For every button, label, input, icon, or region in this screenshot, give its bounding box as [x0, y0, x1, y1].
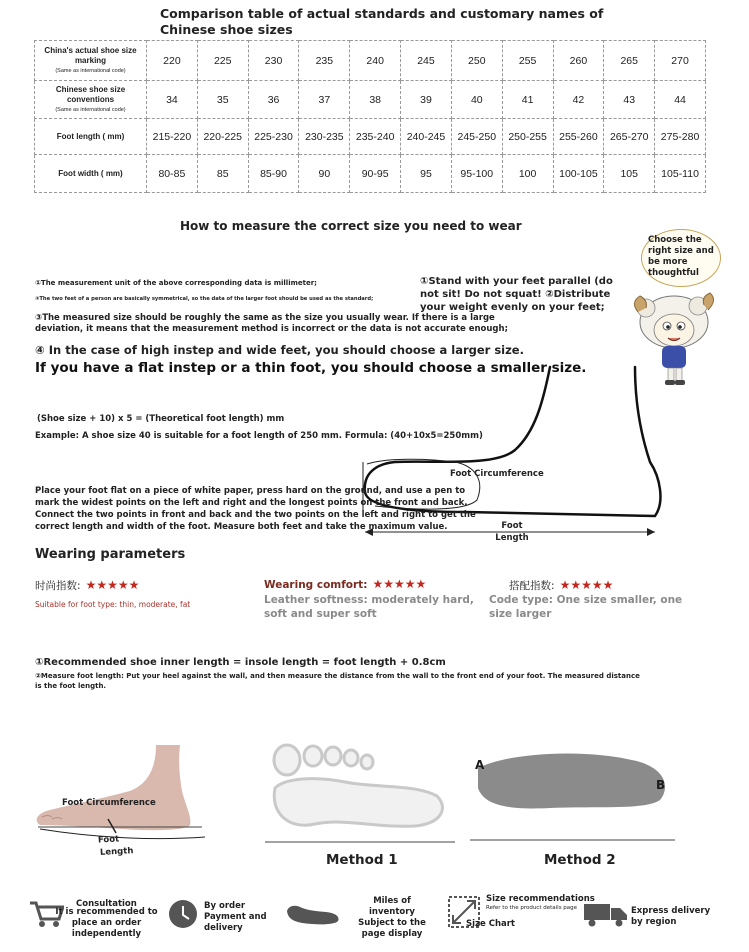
row-header: [35, 119, 147, 155]
size-title: Size recommendations: [486, 894, 595, 904]
method-1-label: Method 1: [326, 852, 398, 868]
method-foot-label: Foot: [97, 834, 120, 846]
table-cell: 100: [502, 155, 553, 193]
table-cell: 90: [299, 155, 350, 193]
comfort-label: Wearing comfort:: [264, 579, 368, 591]
table-row: [35, 119, 706, 155]
wearing-title: Wearing parameters: [35, 547, 186, 562]
method-2-label: Method 2: [544, 852, 616, 868]
table-cell: 240: [350, 41, 401, 81]
table-cell: 235-240: [350, 119, 401, 155]
fashion-stars: ★★★★★: [85, 578, 140, 592]
measure-foot-length: ②Measure foot length: Put your heel against the wall, and then measure the distance from the wall to the front end of your foot. The measured distance is the foot length.: [35, 672, 640, 690]
fashion-label: 时尚指数:: [35, 580, 81, 592]
row-header: [35, 81, 147, 119]
measure-instructions: Place your foot flat on a piece of white paper, press hard on the ground, and use a pen to mark the widest points on the left and right and the longest points on the front and back. Connect the two points in front and back and the two points on the left and right to get the correct length and width of the foot. Measure both feet and take the maximum value.: [35, 486, 476, 532]
table-cell: 35: [197, 81, 248, 119]
table-cell: 43: [604, 81, 655, 119]
note-1: ①The measurement unit of the above corresponding data is millimeter;: [35, 279, 317, 287]
footprint-method1-icon: [265, 738, 455, 848]
table-row: [35, 155, 706, 193]
row-header: [35, 41, 147, 81]
table-cell: 34: [147, 81, 198, 119]
method-length-label: Length: [99, 846, 134, 858]
row-header-label: Foot width ( mm): [58, 168, 123, 178]
table-cell: 270: [655, 41, 706, 81]
fashion-index: [35, 574, 139, 593]
table-cell: 105-110: [655, 155, 706, 193]
table-cell: 255-260: [553, 119, 604, 155]
size-chart-link[interactable]: Size Chart: [466, 919, 515, 929]
table-cell: 44: [655, 81, 706, 119]
comfort-index: [264, 573, 426, 592]
table-cell: 105: [604, 155, 655, 193]
point-b: B: [656, 778, 666, 792]
table-cell: 220-225: [197, 119, 248, 155]
size-example: Example: A shoe size 40 is suitable for a foot length of 250 mm. Formula: (40+10x5=250mm): [35, 431, 483, 441]
table-cell: 95: [401, 155, 452, 193]
row-header: [35, 155, 147, 193]
comfort-stars: ★★★★★: [372, 577, 427, 591]
table-cell: 37: [299, 81, 350, 119]
note-2: ②The two feet of a person are basically symmetrical, so the data of the larger foot should be used as the standard;: [35, 296, 374, 302]
table-cell: 40: [451, 81, 502, 119]
table-cell: 275-280: [655, 119, 706, 155]
table-cell: 225: [197, 41, 248, 81]
size-table: [34, 40, 706, 193]
consultation-text: It is recommended to place an order independently: [55, 907, 158, 939]
table-cell: 230-235: [299, 119, 350, 155]
recommended-inner-length: ①Recommended shoe inner length = insole length = foot length + 0.8cm: [35, 657, 446, 668]
measure-title: How to measure the correct size you need to wear: [180, 219, 522, 233]
table-cell: 265: [604, 41, 655, 81]
table-cell: 245-250: [451, 119, 502, 155]
table-cell: 265-270: [604, 119, 655, 155]
table-cell: 42: [553, 81, 604, 119]
row-header-label: Chinese shoe size conventions: [55, 84, 126, 104]
method-foot-circ-label: Foot Circumference: [62, 798, 156, 808]
point-a: A: [475, 758, 485, 772]
table-cell: 38: [350, 81, 401, 119]
table-row: [35, 41, 706, 81]
table-cell: 36: [248, 81, 299, 119]
table-cell: 80-85: [147, 155, 198, 193]
table-cell: 39: [401, 81, 452, 119]
note-5: If you have a flat instep or a thin foot, you should choose a smaller size.: [35, 360, 587, 376]
table-row: [35, 81, 706, 119]
order-delivery-text: By order Payment and delivery: [204, 901, 267, 933]
consultation-title: Consultation: [76, 899, 137, 909]
row-header-sublabel: (Same as international code): [55, 67, 126, 74]
table-cell: 95-100: [451, 155, 502, 193]
table-cell: 240-245: [401, 119, 452, 155]
speech-bubble: Choose the right size and be more thoughtful: [641, 229, 721, 287]
inventory-text: Miles of inventory Subject to the page display: [358, 896, 426, 939]
match-label: 搭配指数:: [509, 580, 555, 592]
match-stars: ★★★★★: [559, 578, 614, 592]
fashion-note: Suitable for foot type: thin, moderate, fat: [35, 600, 191, 609]
shoe-icon: [284, 899, 342, 927]
row-header-label: China's actual shoe size marking: [44, 45, 137, 65]
table-cell: 85: [197, 155, 248, 193]
clock-icon: [167, 898, 199, 930]
insole-method2-icon: [470, 748, 675, 848]
match-note: Code type: One size smaller, one size larger: [489, 594, 683, 620]
table-cell: 215-220: [147, 119, 198, 155]
foot-circumference-label: Foot Circumference: [450, 469, 544, 479]
row-header-label: Foot length ( mm): [56, 131, 125, 141]
table-cell: 90-95: [350, 155, 401, 193]
table-cell: 255: [502, 41, 553, 81]
table-cell: 230: [248, 41, 299, 81]
foot-length-label: Foot Length: [495, 521, 529, 543]
delivery-truck-icon: [583, 900, 629, 928]
table-cell: 85-90: [248, 155, 299, 193]
size-formula: (Shoe size + 10) x 5 = (Theoretical foot length) mm: [37, 414, 285, 424]
note-4: ④ In the case of high instep and wide feet, you should choose a larger size.: [35, 343, 524, 357]
table-cell: 235: [299, 41, 350, 81]
stand-instruction: ①Stand with your feet parallel (do not sit! Do not squat! ②Distribute your weight evenly on your feet;: [420, 276, 613, 313]
table-title: Comparison table of actual standards and customary names of Chinese shoe sizes: [160, 6, 604, 37]
table-cell: 225-230: [248, 119, 299, 155]
match-index: [509, 574, 613, 593]
table-cell: 250-255: [502, 119, 553, 155]
table-cell: 220: [147, 41, 198, 81]
table-cell: 245: [401, 41, 452, 81]
table-cell: 100-105: [553, 155, 604, 193]
size-micro: Refer to the product details page: [486, 905, 578, 911]
note-3: ③The measured size should be roughly the same as the size you usually wear. If there is a large deviation, it means that the measurement method is incorrect or the data is not accurate enough;: [35, 313, 508, 334]
table-cell: 260: [553, 41, 604, 81]
table-cell: 250: [451, 41, 502, 81]
table-cell: 41: [502, 81, 553, 119]
row-header-sublabel: (Same as international code): [55, 106, 126, 113]
comfort-note: Leather softness: moderately hard, soft and super soft: [264, 594, 474, 620]
size-recommendations: [486, 894, 595, 912]
express-delivery-text: Express delivery by region: [631, 906, 711, 927]
